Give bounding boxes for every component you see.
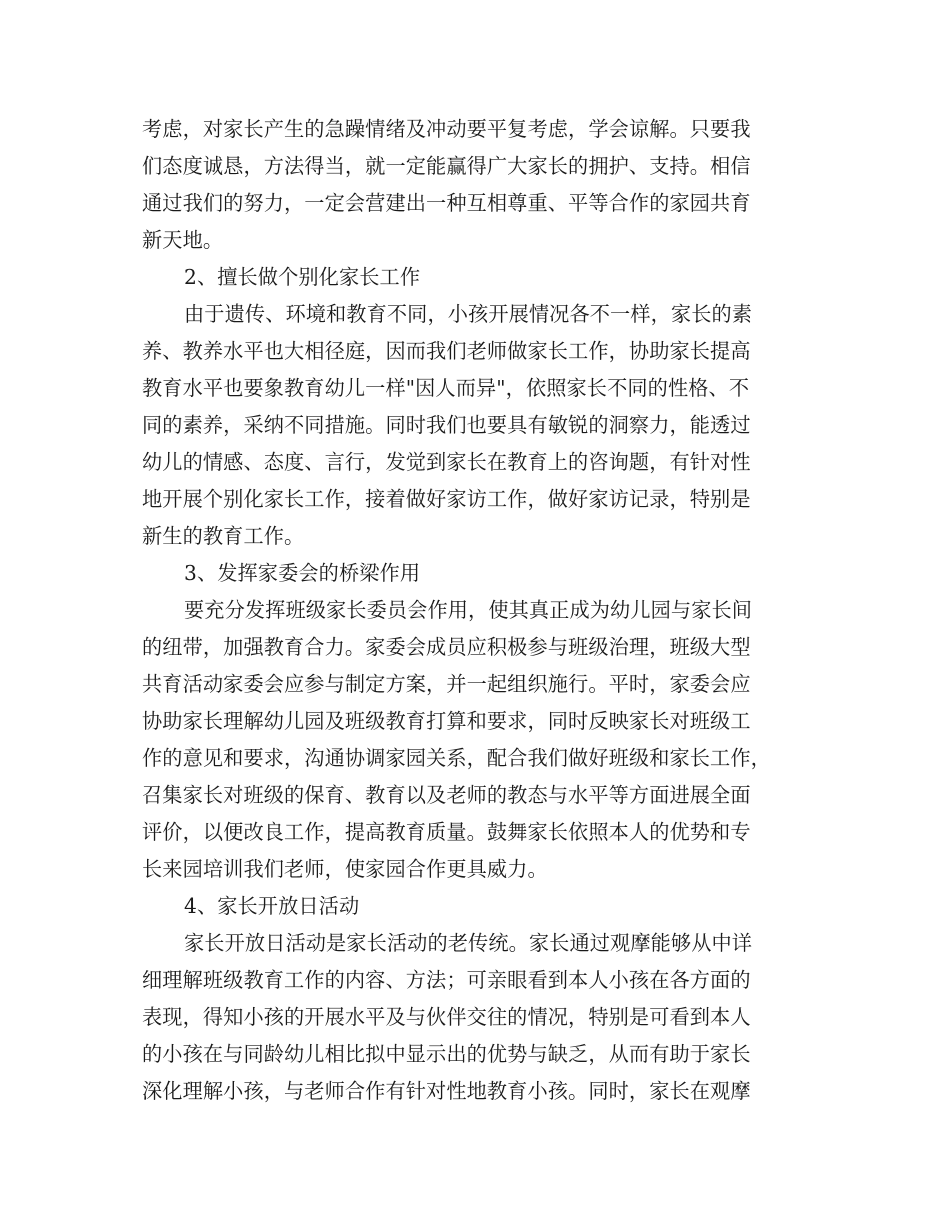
text-line: 召集家长对班级的保育、教育以及老师的教态与水平等方面进展全面 (142, 783, 751, 807)
text-line: 新天地。 (142, 228, 224, 252)
text-line: 考虑，对家长产生的急躁情绪及冲动要平复考虑，学会谅解。只要我 (142, 117, 751, 141)
text-line: 的小孩在与同龄幼儿相比拟中显示出的优势与缺乏，从而有助于家长 (142, 1042, 751, 1066)
text-line: 3、发挥家委会的桥梁作用 (184, 561, 421, 585)
text-line: 家长开放日活动是家长活动的老传统。家长通过观摩能够从中详 (184, 931, 753, 955)
text-line: 的纽带，加强教育合力。家委会成员应积极参与班级治理，班级大型 (142, 635, 751, 659)
text-line: 地开展个别化家长工作，接着做好家访工作，做好家访记录，特别是 (142, 487, 751, 511)
text-line: 要充分发挥班级家长委员会作用，使其真正成为幼儿园与家长间 (184, 598, 753, 622)
text-line: 表现，得知小孩的开展水平及与伙伴交往的情况，特别是可看到本人 (142, 1005, 751, 1029)
text-line: 们态度诚恳，方法得当，就一定能赢得广大家长的拥护、支持。相信 (142, 154, 751, 178)
text-line: 评价，以便改良工作，提高教育质量。鼓舞家长依照本人的优势和专 (142, 820, 751, 844)
text-line: 新生的教育工作。 (142, 524, 305, 548)
document-body (142, 111, 812, 1110)
text-line: 2、擅长做个别化家长工作 (184, 265, 421, 289)
text-line: 养、教养水平也大相径庭，因而我们老师做家长工作，协助家长提高 (142, 339, 751, 363)
text-line: 共育活动家委会应参与制定方案，并一起组织施行。平时，家委会应 (142, 672, 751, 696)
text-line: 同的素养，采纳不同措施。同时我们也要具有敏锐的洞察力，能透过 (142, 413, 751, 437)
text-line: 4、家长开放日活动 (184, 894, 360, 918)
text-line: 由于遗传、环境和教育不同，小孩开展情况各不一样，家长的素 (184, 302, 753, 326)
text-line: 幼儿的情感、态度、言行，发觉到家长在教育上的咨询题，有针对性 (142, 450, 751, 474)
text-line: 协助家长理解幼儿园及班级教育打算和要求，同时反映家长对班级工 (142, 709, 751, 733)
text-line: 教育水平也要象教育幼儿一样"因人而异"，依照家长不同的性格、不 (142, 376, 750, 400)
text-line: 作的意见和要求，沟通协调家园关系，配合我们做好班级和家长工作， (142, 746, 771, 770)
text-line: 细理解班级教育工作的内容、方法；可亲眼看到本人小孩在各方面的 (142, 968, 751, 992)
text-line: 深化理解小孩，与老师合作有针对性地教育小孩。同时，家长在观摩 (142, 1079, 751, 1103)
text-line: 长来园培训我们老师，使家园合作更具威力。 (142, 857, 548, 881)
text-line: 通过我们的努力，一定会营建出一种互相尊重、平等合作的家园共育 (142, 191, 751, 215)
